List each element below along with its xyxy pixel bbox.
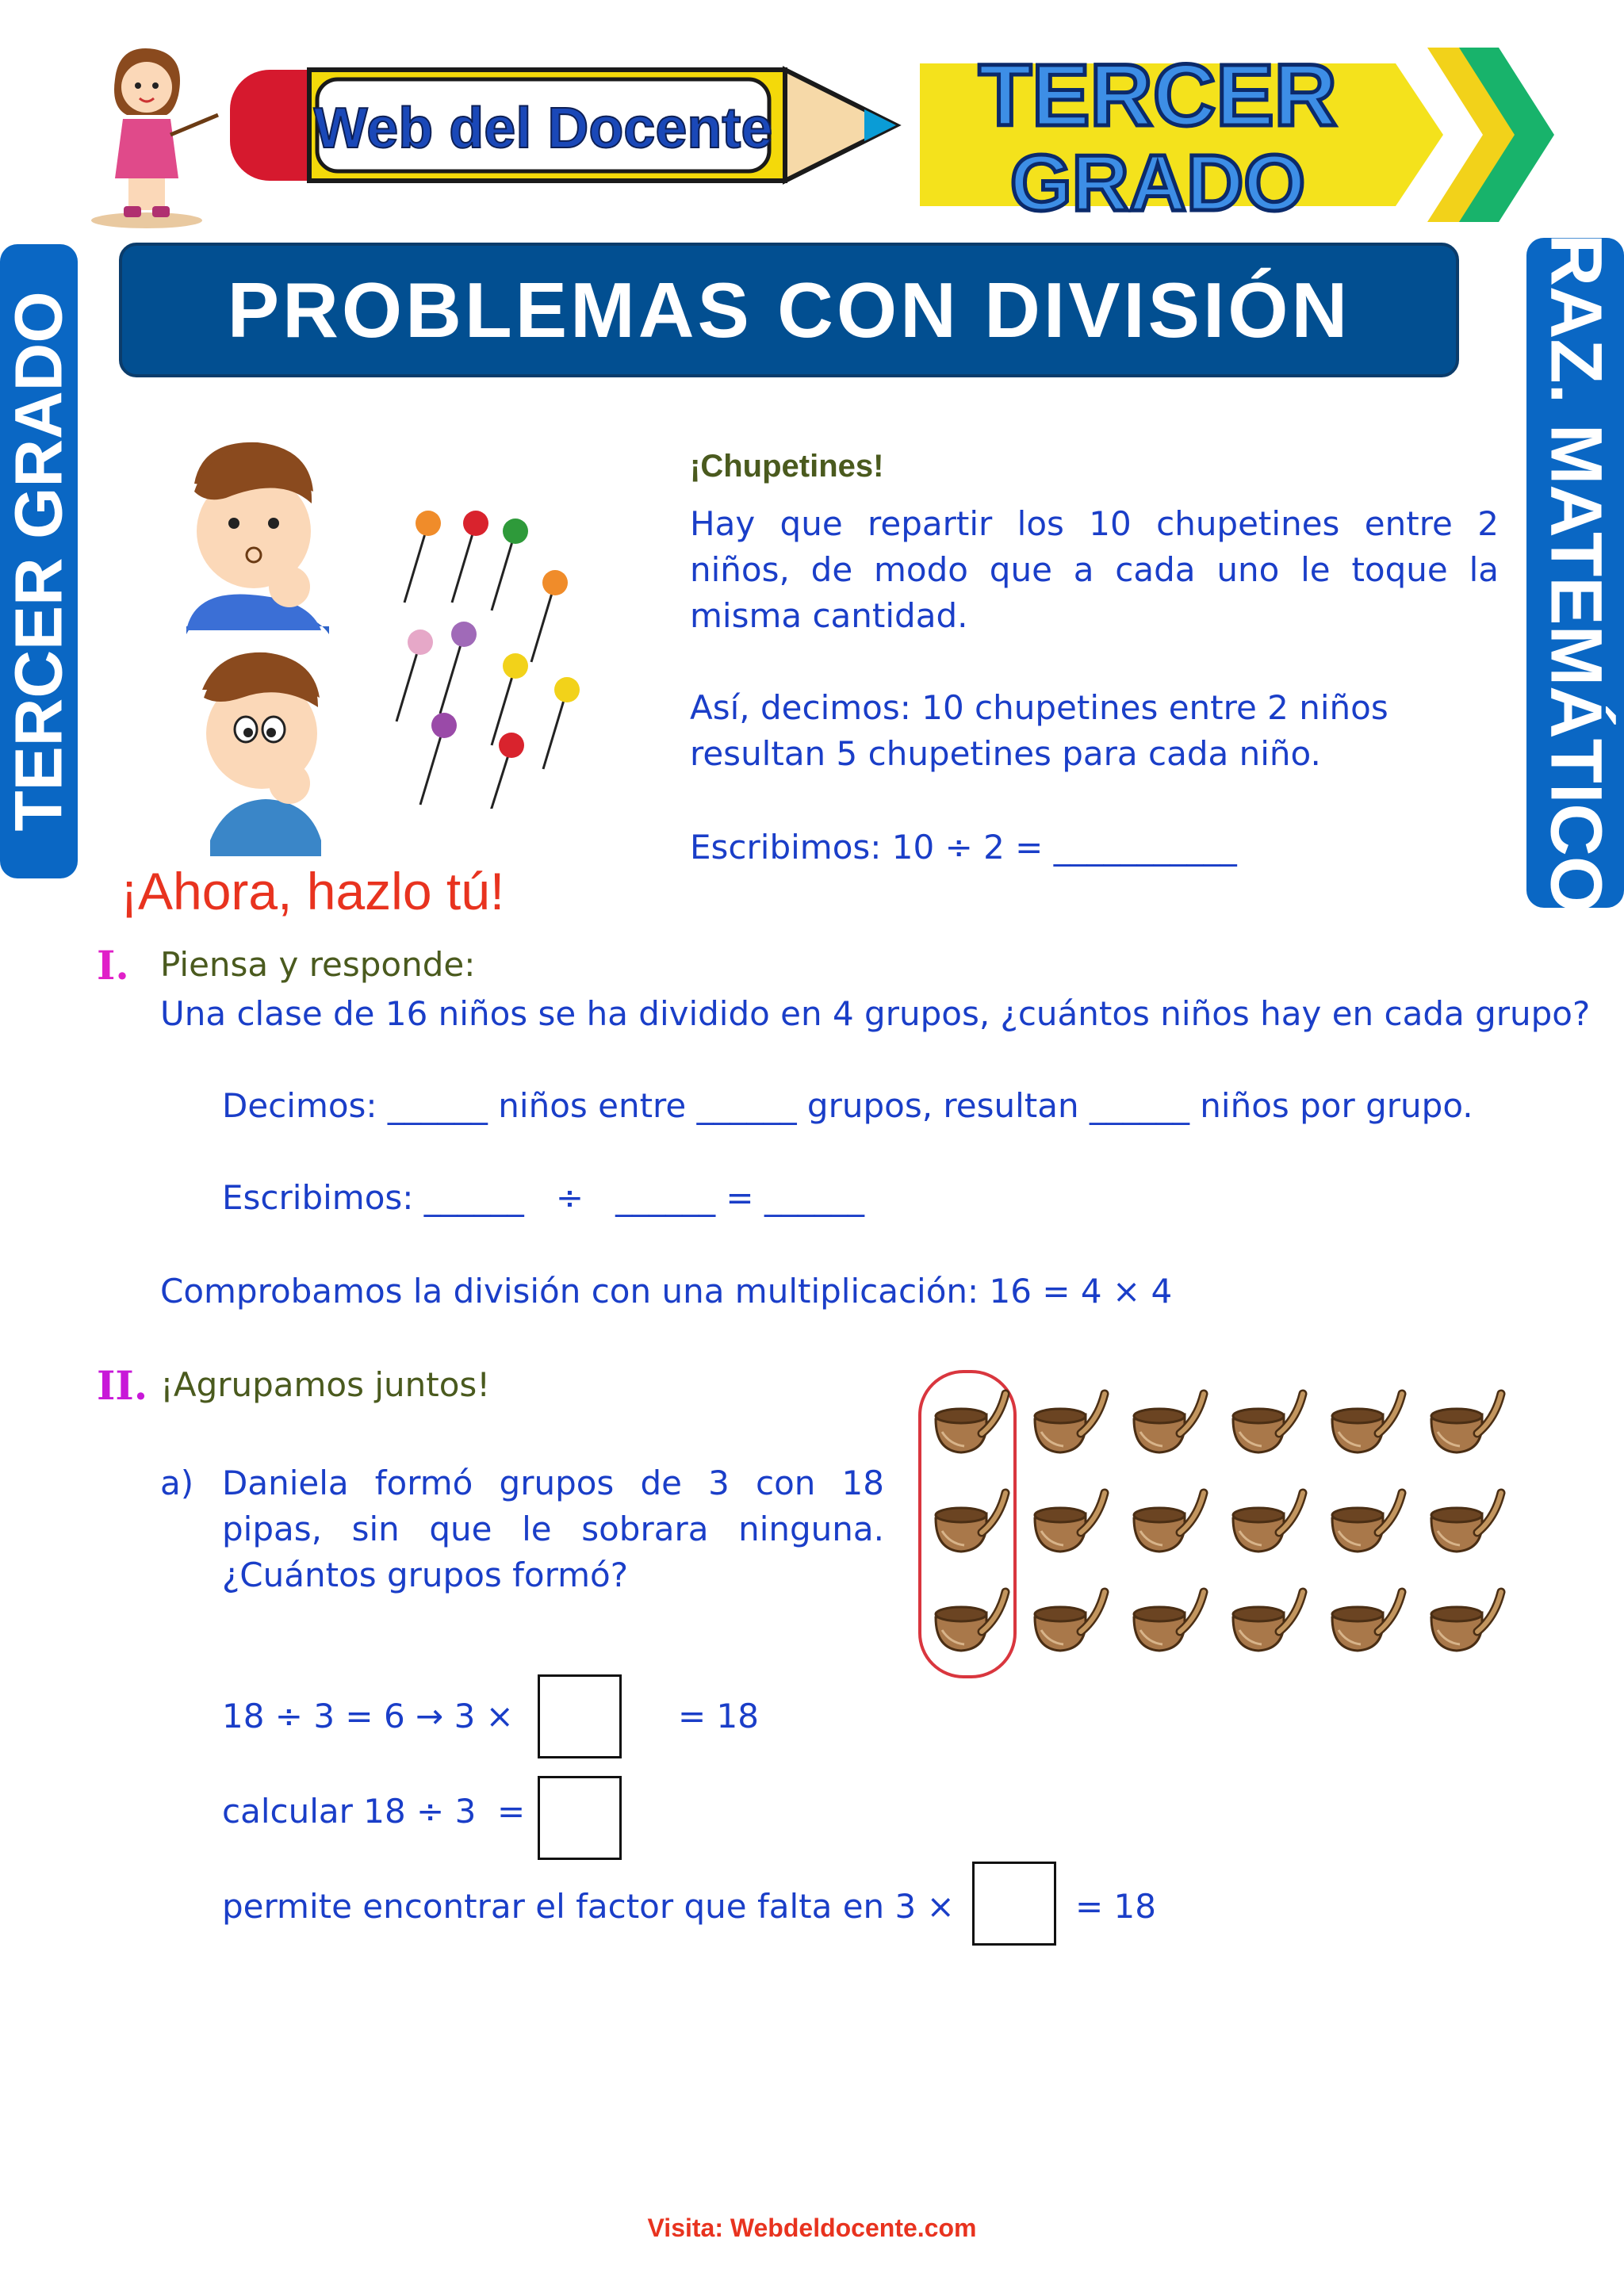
pipe-icon (1233, 1592, 1303, 1651)
pipe-icon (1035, 1394, 1105, 1452)
svg-text:GRADO: GRADO (1009, 139, 1306, 228)
item-a-text: Daniela formó grupos de 3 con 18 pipas, sin que le sobrara ninguna. ¿Cuántos grupos formó? (222, 1464, 884, 1594)
answer-box-1[interactable] (538, 1674, 622, 1758)
section-1-decimos: Decimos: ______ niños entre ______ grupos, resultan ______ niños por grupo. (222, 1086, 1473, 1125)
pipe-icon (936, 1592, 1005, 1651)
page-title: PROBLEMAS CON DIVISIÓN (227, 266, 1351, 354)
pipes-illustration (912, 1364, 1507, 1681)
section-1-numeral: I. (97, 942, 129, 989)
equation-1-right: = 18 (678, 1697, 759, 1735)
web-del-docente-logo (214, 54, 928, 197)
equation-3-right: = 18 (1075, 1887, 1156, 1926)
svg-text:TERCER: TERCER (978, 47, 1338, 144)
title-banner (119, 243, 1459, 377)
intro-paragraph-3: Escribimos: 10 ÷ 2 = ___________ (690, 828, 1237, 867)
pipe-icon (1035, 1493, 1105, 1552)
pipe-icon (1431, 1394, 1501, 1452)
teacher-illustration (71, 40, 222, 230)
item-a-letter: a) (160, 1464, 194, 1502)
intro-paragraph-1: Hay que repartir los 10 chupetines entre 2 niños, de modo que a cada uno le toque la misma cantidad. (690, 504, 1499, 635)
answer-box-3[interactable] (972, 1862, 1056, 1946)
section-1-instruction: Piensa y responde: (160, 945, 476, 984)
pipe-icon (1134, 1394, 1204, 1452)
thinking-kids-illustration (170, 428, 393, 872)
section-2-instruction: ¡Agrupamos juntos! (160, 1365, 491, 1404)
left-grade-banner (0, 244, 78, 878)
pipe-icon (1233, 1493, 1303, 1552)
equation-3-left: permite encontrar el factor que falta en 3 × (222, 1887, 955, 1926)
pipe-icon (1035, 1592, 1105, 1651)
pipe-icon (1134, 1493, 1204, 1552)
svg-text:Web del Docente: Web del Docente (313, 97, 773, 160)
ahora-heading: ¡Ahora, hazlo tú! (121, 862, 505, 920)
pipe-icon (1134, 1592, 1204, 1651)
equation-2: calcular 18 ÷ 3 = (222, 1792, 526, 1831)
left-banner-text: TERCER GRADO (1, 291, 76, 832)
lollipops-illustration (389, 507, 587, 809)
pipe-icon (1431, 1592, 1501, 1651)
pipe-icon (1332, 1592, 1402, 1651)
pipe-icon (1332, 1394, 1402, 1452)
pipe-icon (1332, 1493, 1402, 1552)
pipe-icon (936, 1493, 1005, 1552)
pipe-icon (936, 1394, 1005, 1452)
pipe-icon (1431, 1493, 1501, 1552)
intro-paragraph-2: Así, decimos: 10 chupetines entre 2 niños resultan 5 chupetines para cada niño. (690, 688, 1388, 773)
equation-1-left: 18 ÷ 3 = 6 → 3 × (222, 1697, 514, 1735)
section-1-check: Comprobamos la división con una multiplicación: 16 = 4 × 4 (160, 1272, 1173, 1311)
intro-heading: ¡Chupetines! (690, 449, 884, 484)
pipe-icon (1233, 1394, 1303, 1452)
section-2-numeral: II. (97, 1362, 148, 1409)
footer-link[interactable]: Visita: Webdeldocente.com (647, 2214, 977, 2242)
right-banner-text: RAZ. MATEMÁTICO (1535, 233, 1616, 913)
tercer-grado-badge (920, 32, 1554, 238)
section-1-escribimos: Escribimos: ______ ÷ ______ = ______ (222, 1178, 864, 1217)
right-subject-banner (1526, 233, 1624, 913)
answer-box-2[interactable] (538, 1776, 622, 1860)
section-1-question: Una clase de 16 niños se ha dividido en 4 grupos, ¿cuántos niños hay en cada grupo? (160, 994, 1591, 1033)
